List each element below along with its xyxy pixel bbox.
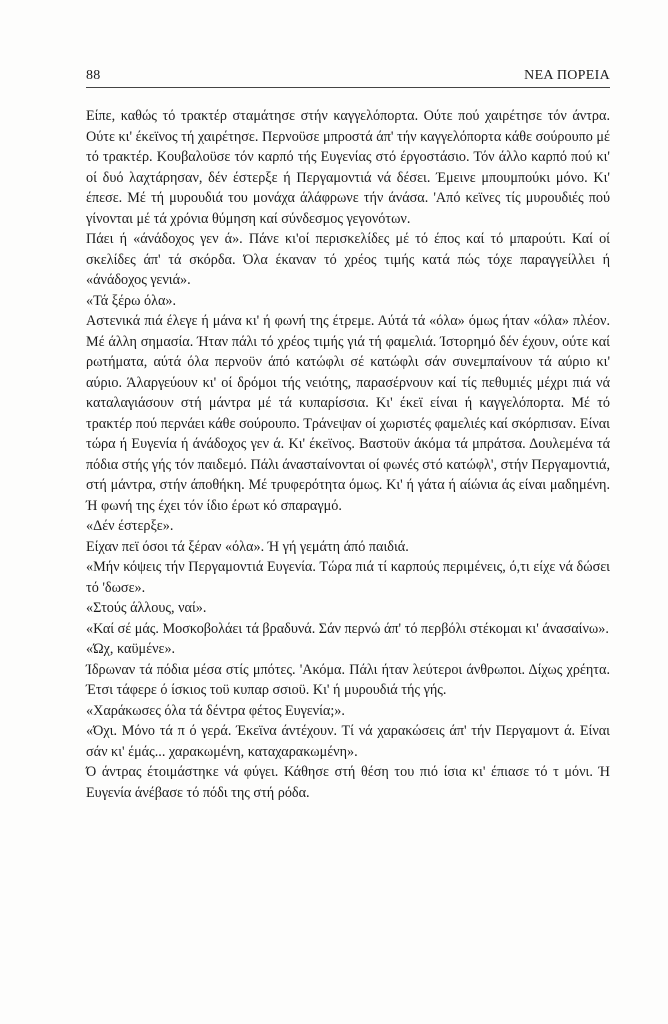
running-header [86, 62, 610, 84]
article-body [86, 106, 610, 803]
paragraph: «Δέν έστερξε». [86, 518, 174, 534]
paragraph: «Χαράκωσες όλα τά δέντρα φέτος Ευγενία;». [86, 702, 345, 719]
paragraph: «Ώχ, καϋμένε». [86, 641, 176, 657]
paragraph: «Τά ξέρω όλα». [86, 292, 177, 309]
page-number: 88 [86, 68, 101, 83]
paragraph: Πάει ή «άνάδοχος γεν ά». Πάνε κι'οί περισκελίδες μέ τό έπος καί τό μπαρούτι. Καί οί σκελίδες άπ' τά σκόρδα. Όλα έκαναν τό χρέος τιμής κατά πώς τόχε παραγγείλλει ή «άνάδοχος γενιά». [86, 231, 610, 288]
paragraph: «Μήν κόψεις τήν Περγαμοντιά Ευγενία. Τώρα πιά τί καρπούς περιμένεις, ό,τι είχε νά δώσει τό 'δωσε». [86, 559, 610, 596]
paragraph: «Στούς άλλους, ναί». [86, 600, 207, 616]
paragraph: Είπε, καθώς τό τρακτέρ σταμάτησε στήν καγγελόπορτα. Ούτε πού χαιρέτησε τόν άντρα. Ούτε κι' έκεϊνος τή χαιρέτησε. Περνοϋσε μπροστά άπ' τήν καγγελόπορτα κάθε σούρουπο μέ τό τρακτέρ. Κουβαλοϋσε τόν καρπό τής Ευγενίας στό έργοστάσιο. Τόν άλλο καρπό πού κι' οί δυό λαχτάρησαν, δέν έστερξε ή Περγαμοντιά νά δέσει. Έμεινε μπουμπούκι μόνο. Κι' έπεσε. Μέ τή μυρουδιά του μονάχα άλάφρωνε τήν άνάσα. 'Από κεϊνες τίς μυρουδιές πού γίνονται μέ τά χρόνια θύμηση καί σύνδεσμος γεγονότων. [86, 108, 610, 227]
paragraph: Είχαν πεϊ όσοι τά ξέραν «όλα». Ή γή γεμάτη άπό παιδιά. [86, 538, 409, 555]
paragraph: Ίδρωναν τά πόδια μέσα στίς μπότες. 'Ακόμα. Πάλι ήταν λεύτεροι άνθρωποι. Δίχως χρέητα. Έτσι τάφερε ό ίσκιος τοϋ κυπαρ σσιοϋ. Κι' ή μυρουδιά τής γής. [86, 661, 610, 698]
paragraph: Ό άντρας έτοιμάστηκε νά φύγει. Κάθησε στή θέση του πιό ίσια κι' έπιασε τό τ μόνι. Ή Ευγενία άνέβασε τό πόδι της στή ρόδα. [86, 764, 610, 801]
paragraph: «Καί σέ μάς. Μοσκοβολάει τά βραδυνά. Σάν περνώ άπ' τό περβόλι στέκομαι κι' άνασαίνω». [86, 620, 609, 637]
journal-title: ΝΕΑ ΠΟΡΕΙΑ [524, 68, 610, 83]
paragraph: «Όχι. Μόνο τά π ό γερά. Έκεϊνα άντέχουν. Τί νά χαρακώσεις άπ' τήν Περγαμοντ ά. Είναι σάν κι' έμάς... χαρακωμένη, καταχαρακωμένη». [86, 723, 610, 760]
paragraph: Αστενικά πιά έλεγε ή μάνα κι' ή φωνή της έτρεμε. Αύτά τά «όλα» όμως ήταν «όλα» πλέον. Μέ άλλη σημασία. Ήταν πάλι τό χρέος τιμής γιά τή φαμελιά. Ίστορημό δέν έχουν, ούτε καί ρωτήματα, αύτά όλα περνοϋν άπό κατώφλι σέ κατώφλι σάν συνεμπαίνουν τά αύριο κι' αύριο. Άλαργεύουν κι' οί δρόμοι τής νειότης, παρασέρνουν καί τίς πεθυμιές μέχρι πιά νά καταλαγιάσουν στή μάντρα μέ τά κυπαρίσσια. Κι' έκεϊ είναι ή καγγελόπορτα. Μέ τό τρακτέρ πού περνάει κάθε σούρουπο. Τράνεψαν οί χωριστές φαμελιές καί σκόρπισαν. Είναι τώρα ή Ευγενία ή άνάδοχος γεν ά. Κι' έκεϊνος. Βαστοϋν άκόμα τά μπράτσα. Δουλεμένα τά πόδια στής γής τόν παιδεμό. Πάλι άνασταίνονται οί φωνές στό κατώφλ', στήν Περγαμοντιά, στή μάντρα, στήν άποθήκη. Μέ τρυφερότητα όμως. Κι' ή γάτα ή αίώνια άς είναι μαδημένη. Ή φωνή της έχει τόν ίδιο έρωτ κό σπαραγμό. [86, 313, 610, 514]
header-rule [86, 87, 610, 88]
